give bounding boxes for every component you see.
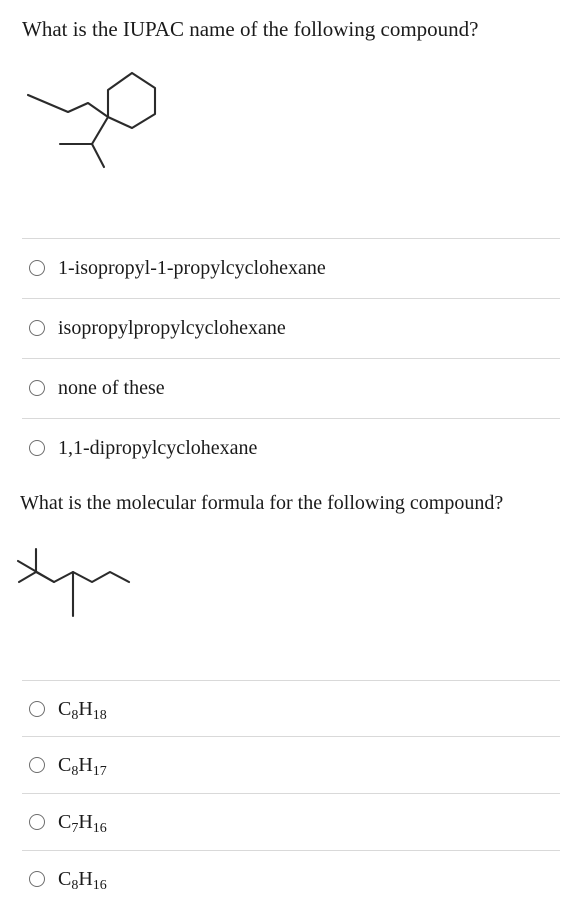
radio-button[interactable] bbox=[29, 757, 45, 773]
q2-option-4[interactable] bbox=[22, 859, 560, 899]
option-label: none of these bbox=[58, 377, 165, 399]
radio-button[interactable] bbox=[29, 814, 45, 830]
divider bbox=[22, 850, 560, 851]
question-1-structure bbox=[24, 68, 164, 178]
formula-label: $C_8H_{16}$ bbox=[58, 868, 107, 893]
divider bbox=[22, 238, 560, 239]
divider bbox=[22, 793, 560, 794]
q1-option-3[interactable] bbox=[22, 368, 560, 408]
option-label: 1,1-dipropylcyclohexane bbox=[58, 437, 258, 459]
formula-label: $C_8H_{18}$ bbox=[58, 698, 107, 723]
q2-option-1[interactable] bbox=[22, 689, 560, 729]
question-1-text: What is the IUPAC name of the following compound? bbox=[22, 17, 479, 41]
formula-label: $C_8H_{17}$ bbox=[58, 754, 107, 779]
q1-option-1[interactable] bbox=[22, 248, 560, 288]
q2-option-2[interactable] bbox=[22, 745, 560, 785]
divider bbox=[22, 298, 560, 299]
question-2-text: What is the molecular formula for the following compound? bbox=[20, 492, 504, 514]
radio-button[interactable] bbox=[29, 380, 45, 396]
radio-button[interactable] bbox=[29, 871, 45, 887]
divider bbox=[22, 680, 560, 681]
q2-option-3[interactable] bbox=[22, 802, 560, 842]
option-label: isopropylpropylcyclohexane bbox=[58, 317, 286, 339]
question-2-structure bbox=[16, 538, 132, 620]
divider bbox=[22, 358, 560, 359]
q1-option-2[interactable] bbox=[22, 308, 560, 348]
radio-button[interactable] bbox=[29, 260, 45, 276]
q1-option-4[interactable] bbox=[22, 428, 560, 468]
radio-button[interactable] bbox=[29, 701, 45, 717]
divider bbox=[22, 418, 560, 419]
option-label: 1-isopropyl-1-propylcyclohexane bbox=[58, 257, 326, 279]
formula-label: $C_7H_{16}$ bbox=[58, 811, 107, 836]
radio-button[interactable] bbox=[29, 440, 45, 456]
radio-button[interactable] bbox=[29, 320, 45, 336]
divider bbox=[22, 736, 560, 737]
